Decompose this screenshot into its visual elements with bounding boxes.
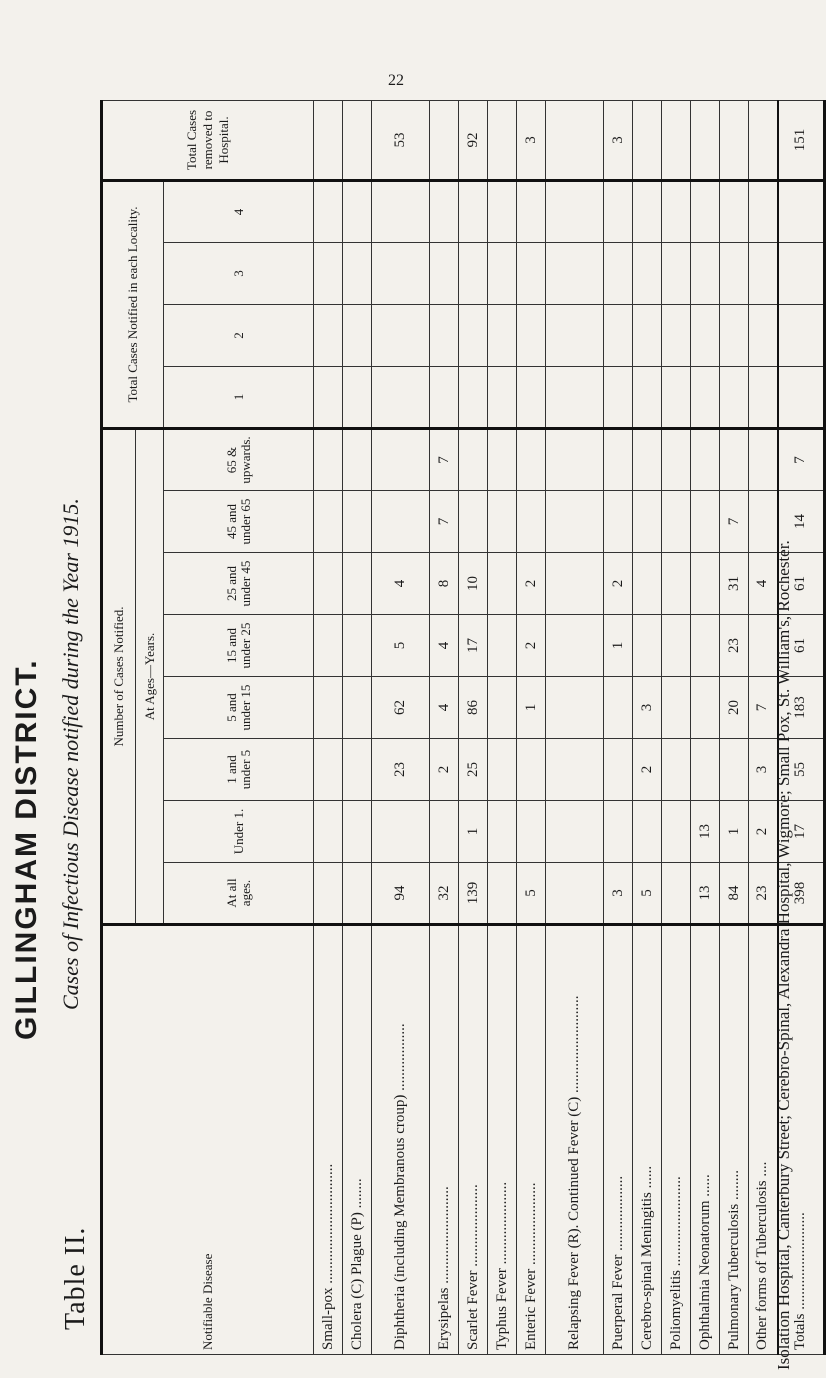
case-count (546, 429, 604, 491)
removed-count (633, 101, 662, 181)
case-count (314, 677, 343, 739)
locality-count (691, 181, 720, 243)
infectious-disease-table (100, 100, 826, 1355)
age-group-header: 15 and under 25 (164, 615, 314, 677)
disease-name: Cholera (C) Plague (P) ........ (343, 925, 372, 1355)
total-count: 183 (778, 677, 825, 739)
case-count: 20 (720, 677, 749, 739)
case-count: 4 (372, 553, 430, 615)
disease-name: Ophthalmia Neonatorum ...... (691, 925, 720, 1355)
table-row (604, 101, 633, 1355)
case-count (662, 739, 691, 801)
locality-count (662, 243, 691, 305)
case-count (691, 429, 720, 491)
number-of-cases-header: Number of Cases Notified. (102, 429, 136, 925)
case-count: 13 (691, 801, 720, 863)
locality-count (517, 367, 546, 429)
case-count (662, 491, 691, 553)
locality-count (604, 243, 633, 305)
case-count (662, 801, 691, 863)
table-row (720, 101, 749, 1355)
locality-count (343, 181, 372, 243)
case-count (488, 615, 517, 677)
case-count (691, 553, 720, 615)
locality-count (517, 243, 546, 305)
case-count: 1 (459, 801, 488, 863)
case-count (343, 863, 372, 925)
locality-number-header: 2 (164, 305, 314, 367)
case-count: 31 (720, 553, 749, 615)
case-count (662, 429, 691, 491)
case-count (517, 739, 546, 801)
case-count: 5 (517, 863, 546, 925)
disease-name: Small-pox ................................ (314, 925, 343, 1355)
case-count: 139 (459, 863, 488, 925)
age-group-header: 25 and under 45 (164, 553, 314, 615)
case-count (691, 739, 720, 801)
case-count (488, 863, 517, 925)
locality-count (430, 305, 459, 367)
locality-count (662, 305, 691, 367)
locality-count (372, 367, 430, 429)
table-row (314, 101, 343, 1355)
disease-name: Puerperal Fever .................... (604, 925, 633, 1355)
locality-count (662, 181, 691, 243)
case-count: 2 (749, 801, 778, 863)
table-subtitle: Cases of Infectious Disease notified during the Year 1915. (58, 498, 83, 1010)
removed-count (546, 101, 604, 181)
case-count (546, 801, 604, 863)
case-count: 4 (430, 615, 459, 677)
case-count: 13 (691, 863, 720, 925)
total-count: 17 (778, 801, 825, 863)
case-count: 23 (749, 863, 778, 925)
locality-number-header: 4 (164, 181, 314, 243)
case-count (488, 429, 517, 491)
case-count: 2 (430, 739, 459, 801)
table-row (372, 101, 430, 1355)
case-count: 86 (459, 677, 488, 739)
case-count: 5 (633, 863, 662, 925)
locality-count (430, 181, 459, 243)
case-count (633, 615, 662, 677)
table-label: Table II. (60, 1226, 91, 1330)
case-count (372, 491, 430, 553)
removed-count (720, 101, 749, 181)
case-count: 8 (430, 553, 459, 615)
age-group-header: 1 and under 5 (164, 739, 314, 801)
case-count: 7 (749, 677, 778, 739)
case-count (662, 863, 691, 925)
case-count (343, 615, 372, 677)
case-count: 4 (749, 553, 778, 615)
locality-count (314, 367, 343, 429)
locality-count (459, 181, 488, 243)
locality-count (546, 243, 604, 305)
case-count: 17 (459, 615, 488, 677)
case-count: 62 (372, 677, 430, 739)
disease-name: Typhus Fever ...................... (488, 925, 517, 1355)
case-count (546, 863, 604, 925)
case-count: 23 (372, 739, 430, 801)
case-count (459, 429, 488, 491)
table-row (633, 101, 662, 1355)
locality-count (546, 367, 604, 429)
case-count: 7 (430, 429, 459, 491)
removed-count (691, 101, 720, 181)
disease-name: Scarlet Fever ...................... (459, 925, 488, 1355)
case-count: 84 (720, 863, 749, 925)
removed-count (430, 101, 459, 181)
total-count: 55 (778, 739, 825, 801)
locality-count (343, 367, 372, 429)
case-count (633, 553, 662, 615)
disease-name: Erysipelas .......................... (430, 925, 459, 1355)
case-count: 2 (517, 553, 546, 615)
disease-name: Diphtheria (including Membranous croup) .................. (372, 925, 430, 1355)
case-count (343, 429, 372, 491)
locality-count (604, 367, 633, 429)
case-count: 10 (459, 553, 488, 615)
locality-count (633, 181, 662, 243)
case-count (546, 677, 604, 739)
page-number: 22 (388, 72, 404, 89)
locality-count (720, 243, 749, 305)
disease-name: Poliomyelitis ........................ (662, 925, 691, 1355)
total-removed: 151 (778, 101, 825, 181)
footnote-column (766, 0, 800, 1378)
age-group-header: 5 and under 15 (164, 677, 314, 739)
locality-count (662, 367, 691, 429)
locality-count (430, 367, 459, 429)
case-count (604, 491, 633, 553)
case-count (691, 491, 720, 553)
case-count: 2 (633, 739, 662, 801)
case-count (488, 491, 517, 553)
case-count: 3 (749, 739, 778, 801)
case-count (546, 739, 604, 801)
case-count: 1 (720, 801, 749, 863)
locality-count (430, 243, 459, 305)
locality-count (372, 305, 430, 367)
locality-count (633, 243, 662, 305)
case-count (546, 615, 604, 677)
hospital-footnote: Isolation Hospital, Canterbury Street; Cerebro-Spinal, Alexandra Hospital, Wigmore; Small Pox, St. William's, Rochester. (774, 540, 793, 1370)
locality-count (691, 305, 720, 367)
case-count (517, 429, 546, 491)
table-row (343, 101, 372, 1355)
case-count (633, 429, 662, 491)
table-row (546, 101, 604, 1355)
case-count: 3 (633, 677, 662, 739)
removed-count: 92 (459, 101, 488, 181)
locality-count (691, 243, 720, 305)
case-count: 25 (459, 739, 488, 801)
case-count (314, 553, 343, 615)
age-group-header: At all ages. (164, 863, 314, 925)
case-count (604, 429, 633, 491)
case-count (488, 553, 517, 615)
case-count (546, 553, 604, 615)
locality-count (517, 181, 546, 243)
age-group-header: 65 & upwards. (164, 429, 314, 491)
case-count (372, 801, 430, 863)
case-count (691, 677, 720, 739)
total-count: 14 (778, 491, 825, 553)
case-count (343, 553, 372, 615)
disease-name: Other forms of Tuberculosis .... (749, 925, 778, 1355)
totals-label: Totals .......................... (778, 925, 825, 1355)
case-count (546, 491, 604, 553)
removed-count: 3 (604, 101, 633, 181)
at-ages-header: At Ages—Years. (136, 429, 164, 925)
table-row (430, 101, 459, 1355)
locality-count (488, 305, 517, 367)
locality-number-header: 3 (164, 243, 314, 305)
locality-count (604, 305, 633, 367)
case-count: 94 (372, 863, 430, 925)
locality-count (488, 181, 517, 243)
case-count: 1 (604, 615, 633, 677)
disease-name: Cerebro-spinal Meningitis ...... (633, 925, 662, 1355)
case-count (604, 739, 633, 801)
disease-name: Relapsing Fever (R). Continued Fever (C) .......................... (546, 925, 604, 1355)
table-row (517, 101, 546, 1355)
case-count (343, 739, 372, 801)
locality-count (459, 305, 488, 367)
locality-count (546, 305, 604, 367)
case-count (633, 801, 662, 863)
table-row (488, 101, 517, 1355)
locality-count (343, 243, 372, 305)
table-row (459, 101, 488, 1355)
locality-count (517, 305, 546, 367)
case-count (604, 801, 633, 863)
locality-header: Total Cases Notified in each Locality. (102, 181, 164, 429)
case-count: 2 (604, 553, 633, 615)
case-count: 7 (720, 491, 749, 553)
case-count (430, 801, 459, 863)
locality-count (633, 305, 662, 367)
case-count (459, 491, 488, 553)
locality-count (604, 181, 633, 243)
case-count (314, 739, 343, 801)
disease-name: Pulmonary Tuberculosis ........ (720, 925, 749, 1355)
table-row (662, 101, 691, 1355)
case-count (517, 491, 546, 553)
removed-count (662, 101, 691, 181)
locality-count (720, 305, 749, 367)
locality-count (546, 181, 604, 243)
locality-count (720, 367, 749, 429)
case-count: 23 (720, 615, 749, 677)
case-count (720, 739, 749, 801)
case-count (720, 429, 749, 491)
removed-count (343, 101, 372, 181)
case-count (604, 677, 633, 739)
removed-count (488, 101, 517, 181)
case-count (314, 429, 343, 491)
locality-count (459, 243, 488, 305)
case-count (662, 677, 691, 739)
case-count (314, 863, 343, 925)
locality-count (488, 367, 517, 429)
locality-count (372, 243, 430, 305)
removed-count: 3 (517, 101, 546, 181)
locality-count (314, 243, 343, 305)
case-count (314, 801, 343, 863)
case-count (488, 677, 517, 739)
case-count: 32 (430, 863, 459, 925)
total-count: 398 (778, 863, 825, 925)
case-count (343, 801, 372, 863)
locality-count (314, 181, 343, 243)
locality-count (343, 305, 372, 367)
case-count (488, 739, 517, 801)
disease-header: Notifiable Disease (102, 925, 314, 1355)
removed-header: Total Cases removed to Hospital. (102, 101, 314, 181)
case-count (662, 553, 691, 615)
case-count: 2 (517, 615, 546, 677)
table-row (691, 101, 720, 1355)
case-count: 7 (430, 491, 459, 553)
locality-count (488, 243, 517, 305)
case-count (372, 429, 430, 491)
case-count: 5 (372, 615, 430, 677)
locality-count (459, 367, 488, 429)
total-count: 7 (778, 429, 825, 491)
case-count (343, 677, 372, 739)
case-count: 3 (604, 863, 633, 925)
total-count: 61 (778, 615, 825, 677)
locality-count (314, 305, 343, 367)
case-count: 1 (517, 677, 546, 739)
removed-count (314, 101, 343, 181)
age-group-header: 45 and under 65 (164, 491, 314, 553)
locality-count (372, 181, 430, 243)
case-count (343, 491, 372, 553)
case-count (633, 491, 662, 553)
case-count (488, 801, 517, 863)
case-count (517, 801, 546, 863)
locality-count (720, 181, 749, 243)
district-title: GILLINGHAM DISTRICT. (10, 658, 43, 1040)
removed-count: 53 (372, 101, 430, 181)
disease-name: Enteric Fever ...................... (517, 925, 546, 1355)
case-count (314, 615, 343, 677)
case-count (662, 615, 691, 677)
locality-count (691, 367, 720, 429)
locality-number-header: 1 (164, 367, 314, 429)
case-count: 4 (430, 677, 459, 739)
age-group-header: Under 1. (164, 801, 314, 863)
total-count: 61 (778, 553, 825, 615)
case-count (314, 491, 343, 553)
locality-count (633, 367, 662, 429)
case-count (691, 615, 720, 677)
